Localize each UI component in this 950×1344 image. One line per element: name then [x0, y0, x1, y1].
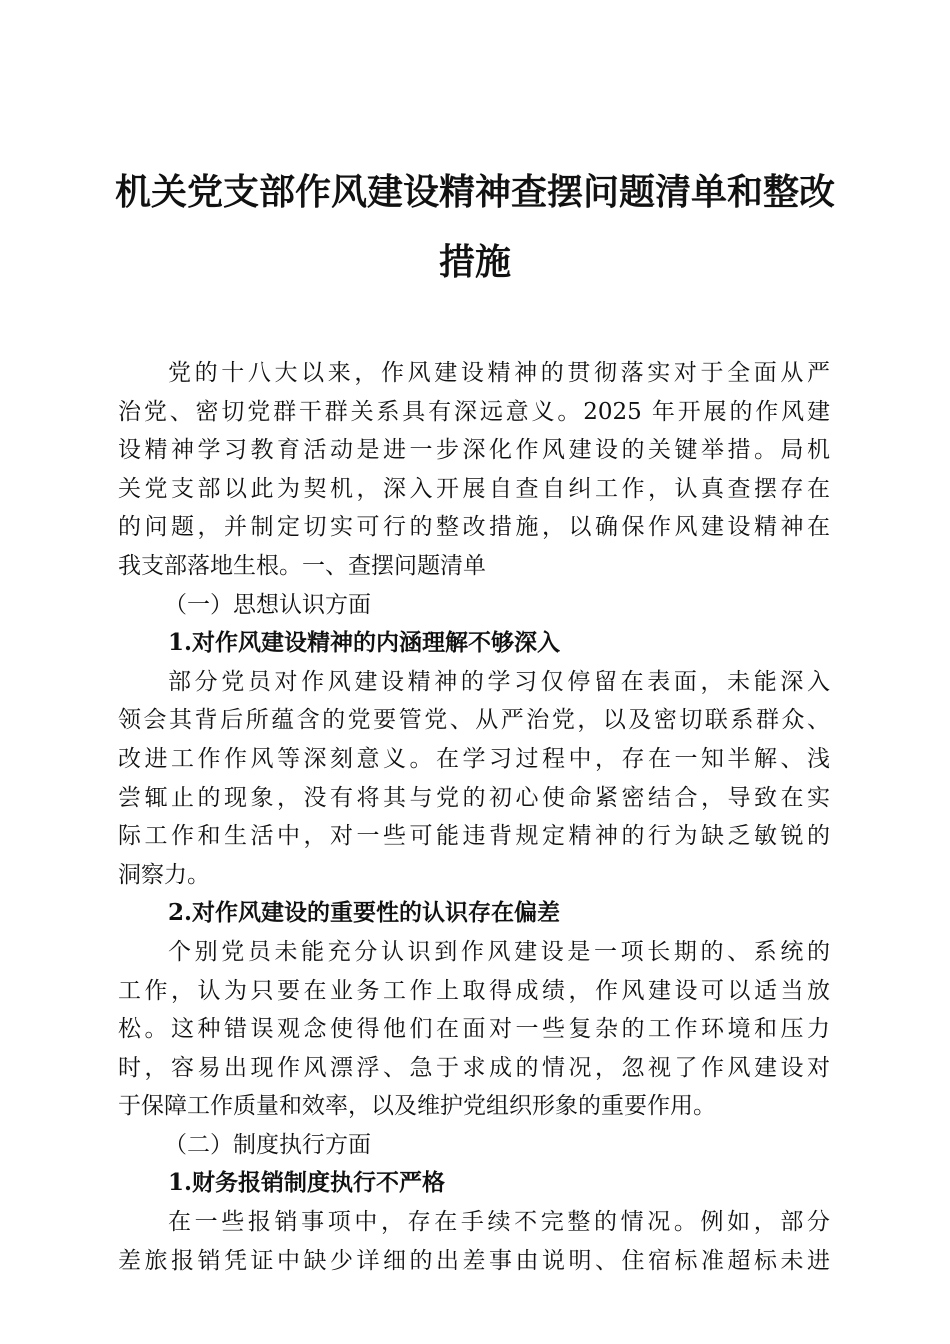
paragraph-line: 松。这种错误观念使得他们在面对一些复杂的工作环境和压力 — [118, 1016, 830, 1043]
intro-line: 设精神学习教育活动是进一步深化作风建设的关键举措。局机 — [118, 437, 830, 464]
document-body — [118, 354, 830, 1280]
paragraph-line: 领会其背后所蕴含的党要管党、从严治党，以及密切联系群众、 — [118, 707, 830, 734]
intro-line: 党的十八大以来，作风建设精神的贯彻落实对于全面从严 — [168, 360, 830, 386]
paragraph-line: 洞察力。 — [118, 861, 210, 888]
paragraph-line: 差旅报销凭证中缺少详细的出差事由说明、住宿标准超标未进 — [118, 1247, 830, 1274]
section-heading: （二）制度执行方面 — [164, 1131, 371, 1158]
document-title-line-2: 措施 — [438, 241, 511, 283]
paragraph-line: 时，容易出现作风漂浮、急于求成的情况，忽视了作风建设对 — [118, 1054, 830, 1081]
subsection-heading: 1.对作风建设精神的内涵理解不够深入 — [168, 629, 561, 657]
paragraph-line: 于保障工作质量和效率，以及维护党组织形象的重要作用。 — [118, 1093, 716, 1120]
intro-line: 我支部落地生根。一、查摆问题清单 — [118, 552, 486, 579]
intro-line: 的问题，并制定切实可行的整改措施，以确保作风建设精神在 — [118, 514, 830, 541]
paragraph-line: 个别党员未能充分认识到作风建设是一项长期的、系统的 — [168, 938, 830, 965]
paragraph-line: 改进工作作风等深刻意义。在学习过程中，存在一知半解、浅 — [118, 745, 830, 772]
intro-line: 治党、密切党群干群关系具有深远意义。2025 年开展的作风建 — [118, 398, 830, 425]
section-heading: （一）思想认识方面 — [164, 591, 371, 618]
paragraph-line: 际工作和生活中，对一些可能违背规定精神的行为缺乏敏锐的 — [118, 823, 830, 850]
intro-line: 关党支部以此为契机，深入开展自查自纠工作，认真查摆存在 — [118, 475, 830, 502]
subsection-heading: 2.对作风建设的重要性的认识存在偏差 — [168, 899, 561, 927]
paragraph-line: 在一些报销事项中，存在手续不完整的情况。例如，部分 — [168, 1209, 830, 1236]
document-title-line-1: 机关党支部作风建设精神查摆问题清单和整改 — [114, 171, 835, 213]
subsection-heading: 1.财务报销制度执行不严格 — [168, 1169, 446, 1197]
paragraph-line: 部分党员对作风建设精神的学习仅停留在表面，未能深入 — [168, 668, 830, 695]
paragraph-line: 工作，认为只要在业务工作上取得成绩，作风建设可以适当放 — [118, 977, 830, 1004]
paragraph-line: 尝辄止的现象，没有将其与党的初心使命紧密结合，导致在实 — [118, 784, 830, 811]
